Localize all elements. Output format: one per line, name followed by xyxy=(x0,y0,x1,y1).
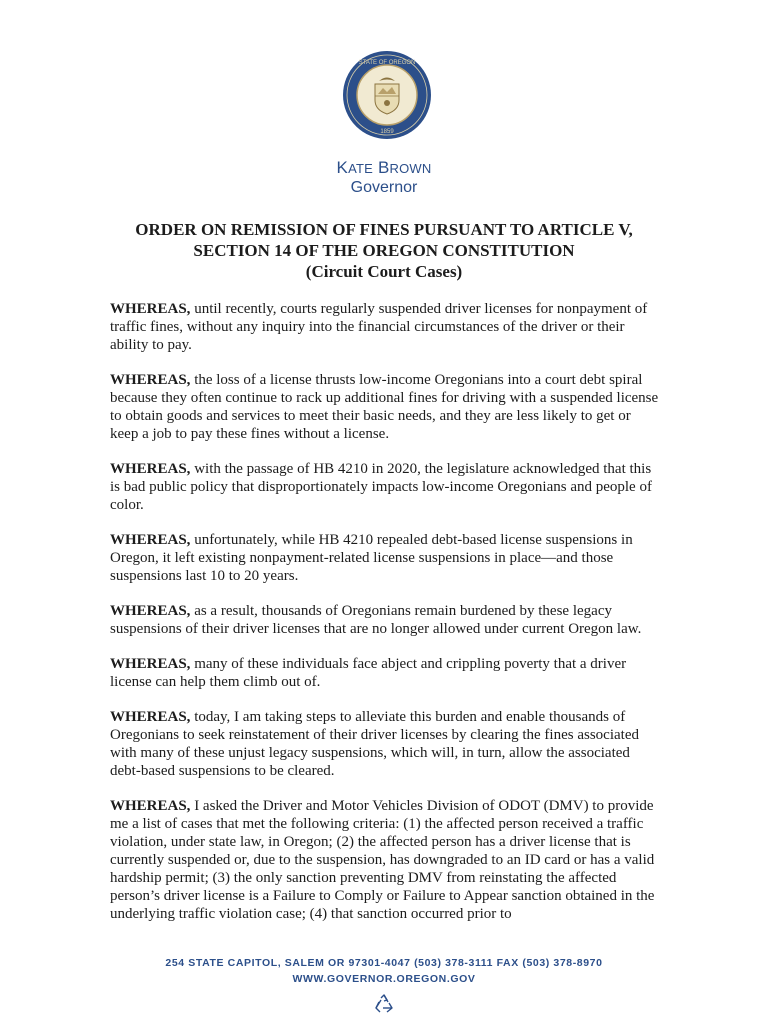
seal-text: STATE OF OREGON xyxy=(358,60,416,66)
title-line-2: SECTION 14 OF THE OREGON CONSTITUTION xyxy=(193,241,575,260)
whereas-paragraph: WHEREAS, the loss of a license thrusts low-income Oregonians into a court debt spiral because they often continue to rack up additional fines for driving with a suspended license to obtain goods and services to meet their basic needs, and they are less likely to get or keep a job to pay these fines without a license. xyxy=(110,372,659,442)
governor-name: KATE BROWN xyxy=(336,158,432,177)
whereas-paragraph: WHEREAS, as a result, thousands of Oregonians remain burdened by these legacy suspensions of their driver licenses that are no longer allowed under current Oregon law. xyxy=(110,603,642,637)
footer-address: 254 STATE CAPITOL, SALEM OR 97301-4047 (503) 378-3111 FAX (503) 378-8970 xyxy=(165,957,603,969)
governor-title: Governor xyxy=(350,179,418,196)
whereas-paragraph: WHEREAS, today, I am taking steps to alleviate this burden and enable thousands of Oregonians to seek reinstatement of their driver licenses by clearing the fines associated with many of these unjust legacy suspensions, which will, in turn, allow the associated debt-based suspensions to be cleared. xyxy=(110,709,639,779)
title-line-3: (Circuit Court Cases) xyxy=(305,262,463,281)
title-line-1: ORDER ON REMISSION OF FINES PURSUANT TO ARTICLE V, xyxy=(135,220,633,239)
order-body xyxy=(110,300,660,940)
whereas-paragraph: WHEREAS, until recently, courts regularly suspended driver licenses for nonpayment of traffic fines, without any inquiry into the financial circumstances of the driver or their ability to pay. xyxy=(110,301,648,353)
state-seal-icon xyxy=(342,50,432,140)
seal-year: 1859 xyxy=(380,129,394,135)
order-title xyxy=(60,219,708,282)
footer-website: WWW.GOVERNOR.OREGON.GOV xyxy=(292,973,476,985)
whereas-paragraph: WHEREAS, I asked the Driver and Motor Vehicles Division of ODOT (DMV) to provide me a list of cases that met the following criteria: (1) the affected person received a traffic violation, under state law, in Oregon; (2) the affected person has a driver license that is currently suspended or, due to the suspension, has downgraded to an ID card or has a valid hardship permit; (3) the only sanction preventing DMV from reinstating the affected person’s driver license is a Failure to Comply or Failure to Appear sanction obtained in the underlying traffic violation case; (4) that sanction occurred prior to xyxy=(110,798,655,922)
whereas-paragraph: WHEREAS, unfortunately, while HB 4210 repealed debt-based license suspensions in Oregon, it left existing nonpayment-related license suspensions in place—and those suspensions last 10 to 20 years. xyxy=(110,532,633,584)
recycle-icon xyxy=(372,993,396,1017)
whereas-paragraph: WHEREAS, many of these individuals face abject and crippling poverty that a driver license can help them climb out of. xyxy=(110,656,627,690)
whereas-paragraph: WHEREAS, with the passage of HB 4210 in 2020, the legislature acknowledged that this is bad public policy that disproportionately impacts low-income Oregonians and people of color. xyxy=(110,461,652,513)
